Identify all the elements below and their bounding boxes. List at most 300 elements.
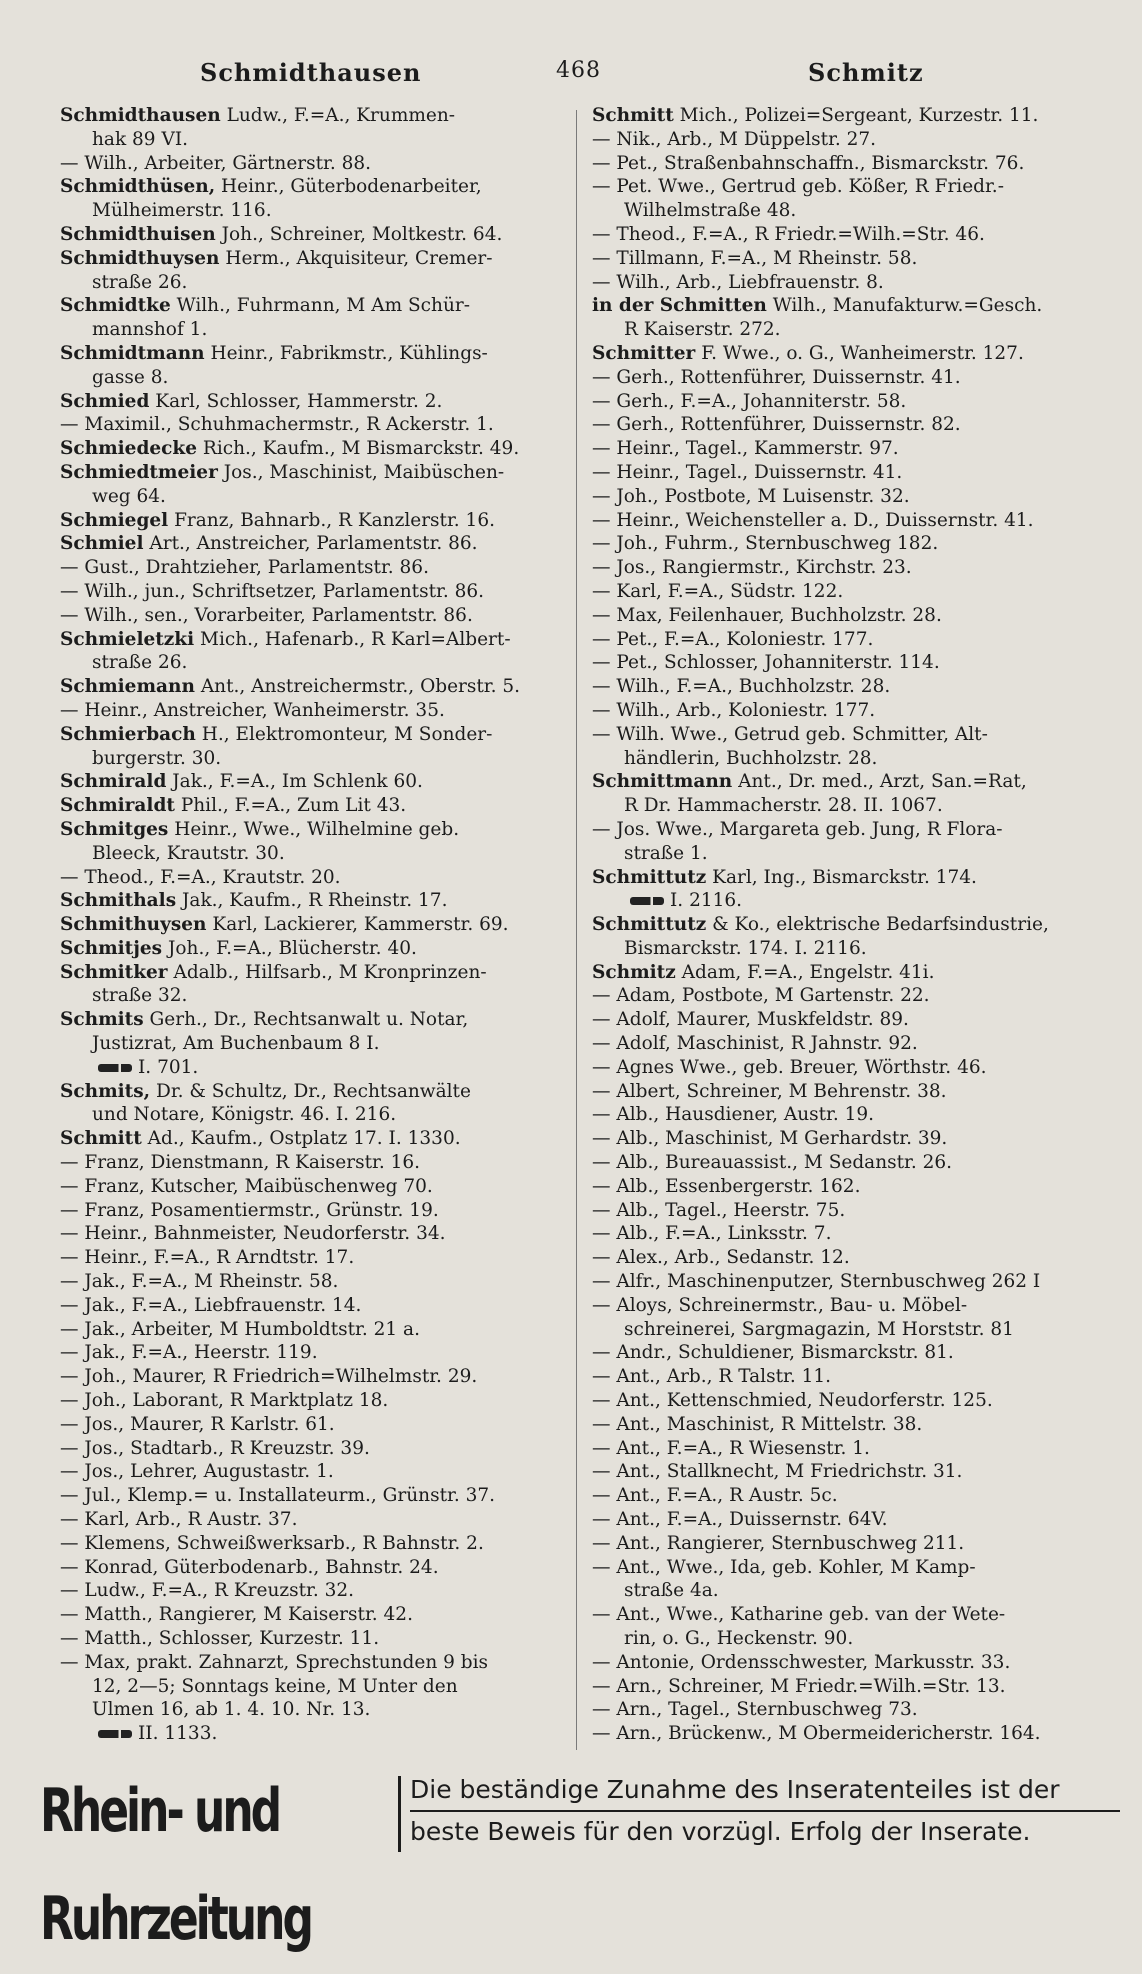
entry-text: — Alb., Maschinist, M Gerhardstr. 39.	[592, 1128, 948, 1150]
directory-entry-line	[60, 509, 560, 533]
entry-text: — Pet., Schlosser, Johanniterstr. 114.	[592, 652, 940, 674]
directory-entry-line	[60, 1675, 560, 1699]
entry-text: Gerh., Dr., Rechtsanwalt u. Notar,	[149, 1009, 469, 1031]
directory-entry-line	[60, 366, 560, 390]
directory-entry-line	[592, 390, 1122, 414]
directory-entry-line	[592, 1175, 1122, 1199]
directory-entry-line	[60, 1080, 560, 1104]
directory-entry-line	[592, 1080, 1122, 1104]
entry-text: — Klemens, Schweißwerksarb., R Bahnstr. 2.	[60, 1532, 484, 1554]
entry-text: — Jak., Arbeiter, M Humboldtstr. 21 a.	[60, 1318, 420, 1340]
directory-entry-line	[592, 247, 1122, 271]
entry-text: — Jos. Wwe., Margareta geb. Jung, R Flora-	[592, 818, 1003, 840]
directory-entry-line	[60, 1627, 560, 1651]
entry-text: Mich., Hafenarb., R Karl=Albert-	[200, 628, 511, 650]
directory-entry-line	[60, 1651, 560, 1675]
entry-surname: Schmitt	[60, 1128, 142, 1150]
directory-entry-line	[60, 842, 560, 866]
entry-text: — Ant., Maschinist, R Mittelstr. 38.	[592, 1413, 923, 1435]
entry-text: Herm., Akquisiteur, Cremer-	[225, 247, 493, 269]
directory-entry-line	[592, 818, 1122, 842]
entry-surname: Schmidthuysen	[60, 247, 220, 269]
directory-entry-line	[60, 984, 560, 1008]
directory-entry-line	[60, 532, 560, 556]
directory-entry-line	[60, 247, 560, 271]
directory-entry-line	[60, 1294, 560, 1318]
directory-entry-line	[60, 152, 560, 176]
directory-entry-line	[592, 913, 1122, 937]
entry-text: Wilh., Manufakturw.=Gesch.	[772, 295, 1043, 317]
directory-entry-line	[60, 556, 560, 580]
directory-entry-line	[592, 794, 1122, 818]
entry-text: 12, 2—5; Sonntags keine, M Unter den	[92, 1675, 458, 1697]
directory-entry-line	[60, 675, 560, 699]
directory-entry-line	[592, 1008, 1122, 1032]
directory-entry-line	[592, 675, 1122, 699]
entry-surname: Schmieletzki	[60, 628, 195, 650]
entry-text: — Alb., Essenbergerstr. 162.	[592, 1175, 861, 1197]
entry-text: — Maximil., Schuhmachermstr., R Ackerstr. 1.	[60, 414, 494, 436]
entry-surname: Schmiedtmeier	[60, 461, 218, 483]
directory-entry-line	[60, 175, 560, 199]
entry-text: — Jak., F.=A., Liebfrauenstr. 14.	[60, 1294, 362, 1316]
directory-entry-line	[592, 1437, 1122, 1461]
column-divider	[576, 110, 577, 1750]
entry-text: — Gerh., Rottenführer, Duissernstr. 41.	[592, 366, 961, 388]
entry-text: — Franz, Dienstmann, R Kaiserstr. 16.	[60, 1152, 421, 1174]
directory-entry-line	[60, 866, 560, 890]
entry-surname: Schmierbach	[60, 723, 196, 745]
header-left-keyword: Schmidthausen	[200, 58, 422, 87]
directory-entry-line	[592, 1698, 1122, 1722]
entry-text: — Heinr., Bahnmeister, Neudorferstr. 34.	[60, 1223, 446, 1245]
entry-text: Adam, F.=A., Engelstr. 41i.	[681, 961, 935, 983]
directory-entry-line	[592, 223, 1122, 247]
entry-text: Jak., Kaufm., R Rheinstr. 17.	[182, 890, 448, 912]
entry-text: — Max, prakt. Zahnarzt, Sprechstunden 9 bis	[60, 1651, 489, 1673]
entry-text: straße 4a.	[624, 1580, 719, 1602]
directory-entry-line	[60, 1722, 560, 1746]
entry-surname: in der Schmitten	[592, 295, 767, 317]
directory-entry-line	[60, 818, 560, 842]
entry-text: Ludw., F.=A., Krummen-	[226, 105, 456, 126]
entry-text: Mülheimerstr. 116.	[92, 200, 272, 222]
entry-text: I. 701.	[138, 1056, 199, 1078]
directory-entry-line	[60, 128, 560, 152]
entry-surname: Schmidtke	[60, 295, 171, 317]
entry-surname: Schmitjes	[60, 937, 163, 959]
entry-text: — Ant., Rangierer, Sternbuschweg 211.	[592, 1532, 965, 1554]
directory-entry-line	[592, 1675, 1122, 1699]
telephone-icon	[98, 1730, 132, 1738]
entry-text: II. 1133.	[138, 1723, 218, 1745]
directory-entry-line	[60, 294, 560, 318]
directory-entry-line	[592, 961, 1122, 985]
entry-text: Wilh., Fuhrmann, M Am Schür-	[176, 295, 470, 317]
entry-text: — Gust., Drahtzieher, Parlamentstr. 86.	[60, 557, 429, 579]
entry-text: straße 1.	[624, 842, 708, 864]
directory-entry-line	[60, 1484, 560, 1508]
directory-entry-line	[60, 1032, 560, 1056]
entry-text: gasse 8.	[92, 366, 169, 388]
directory-entry-line	[592, 1603, 1122, 1627]
entry-text: — Theod., F.=A., R Friedr.=Wilh.=Str. 46.	[592, 223, 985, 245]
directory-entry-line	[60, 1246, 560, 1270]
entry-text: Ad., Kaufm., Ostplatz 17. I. 1330.	[147, 1128, 461, 1150]
directory-entry-line	[60, 1460, 560, 1484]
header-right-keyword: Schmitz	[808, 58, 924, 87]
directory-entry-line	[592, 1246, 1122, 1270]
entry-surname: Schmittutz	[592, 914, 707, 936]
right-column	[592, 104, 1122, 1746]
entry-surname: Schmitges	[60, 818, 169, 840]
directory-entry-line	[592, 842, 1122, 866]
directory-entry-line	[592, 747, 1122, 771]
telephone-icon	[630, 897, 664, 905]
directory-entry-line	[60, 1556, 560, 1580]
entry-text: — Wilh. Wwe., Getrud geb. Schmitter, Alt-	[592, 723, 988, 745]
entry-text: straße 26.	[92, 652, 188, 674]
entry-surname: Schmiedecke	[60, 438, 198, 460]
entry-surname: Schmidtmann	[60, 342, 205, 364]
directory-entry-line	[60, 437, 560, 461]
directory-entry-line	[60, 913, 560, 937]
entry-surname: Schmithuysen	[60, 914, 207, 936]
directory-entry-line	[592, 532, 1122, 556]
entry-text: hak 89 VI.	[92, 128, 189, 150]
directory-entry-line	[592, 770, 1122, 794]
directory-entry-line	[592, 128, 1122, 152]
directory-entry-line	[592, 1341, 1122, 1365]
entry-text: — Jos., Maurer, R Karlstr. 61.	[60, 1413, 335, 1435]
entry-text: — Franz, Kutscher, Maibüschenweg 70.	[60, 1175, 433, 1197]
entry-text: — Heinr., Tagel., Kammerstr. 97.	[592, 438, 899, 460]
entry-text: Jak., F.=A., Im Schlenk 60.	[172, 771, 423, 793]
entry-text: — Max, Feilenhauer, Buchholzstr. 28.	[592, 604, 942, 626]
directory-entry-line	[592, 1365, 1122, 1389]
directory-entry-line	[592, 1032, 1122, 1056]
entry-text: — Jul., Klemp.= u. Installateurm., Grünstr. 37.	[60, 1485, 496, 1507]
directory-entry-line	[592, 1389, 1122, 1413]
entry-text: Dr. & Schultz, Dr., Rechtsanwälte	[155, 1080, 471, 1102]
entry-text: Bleeck, Krautstr. 30.	[92, 842, 285, 864]
directory-entry-line	[592, 651, 1122, 675]
entry-text: weg 64.	[92, 485, 166, 507]
directory-entry-line	[60, 1222, 560, 1246]
entry-text: Ant., Anstreichermstr., Oberstr. 5.	[200, 676, 521, 698]
directory-entry-line	[592, 1556, 1122, 1580]
directory-entry-line	[60, 628, 560, 652]
directory-entry-line	[592, 699, 1122, 723]
directory-entry-line	[592, 1460, 1122, 1484]
directory-entry-line	[592, 271, 1122, 295]
directory-entry-line	[60, 1199, 560, 1223]
directory-entry-line	[60, 651, 560, 675]
entry-text: — Ant., Stallknecht, M Friedrichstr. 31.	[592, 1461, 963, 1483]
entry-text: — Pet. Wwe., Gertrud geb. Kößer, R Friedr.-	[592, 176, 1004, 198]
entry-surname: Schmirald	[60, 771, 167, 793]
entry-text: — Ant., Wwe., Ida, geb. Kohler, M Kamp-	[592, 1556, 976, 1578]
ad-line-1: Die beständige Zunahme des Inseratenteiles ist der	[410, 1770, 1120, 1812]
entry-text: — Pet., Straßenbahnschaffn., Bismarckstr. 76.	[592, 152, 1025, 174]
entry-text: H., Elektromonteur, M Sonder-	[201, 723, 493, 745]
entry-text: Karl, Schlosser, Hammerstr. 2.	[155, 390, 443, 412]
advertisement-banner	[32, 1768, 1122, 1954]
directory-entry-line	[592, 1294, 1122, 1318]
entry-surname: Schmits	[60, 1009, 144, 1031]
directory-entry-line	[592, 580, 1122, 604]
entry-surname: Schmidthausen	[60, 105, 221, 126]
entry-text: — Adam, Postbote, M Gartenstr. 22.	[592, 985, 930, 1007]
entry-surname: Schmiel	[60, 533, 144, 555]
entry-text: burgerstr. 30.	[92, 747, 222, 769]
entry-text: — Pet., F.=A., Koloniestr. 177.	[592, 628, 874, 650]
entry-text: — Alfr., Maschinenputzer, Sternbuschweg 262 I	[592, 1271, 1041, 1293]
directory-entry-line	[592, 413, 1122, 437]
entry-text: — Gerh., Rottenführer, Duissernstr. 82.	[592, 414, 961, 436]
entry-surname: Schmidthüsen,	[60, 176, 216, 198]
directory-entry-line	[60, 1579, 560, 1603]
ad-line-2: beste Beweis für den vorzügl. Erfolg der Inserate.	[410, 1817, 1031, 1846]
directory-entry-line	[592, 723, 1122, 747]
entry-text: — Alb., Bureauassist., M Sedanstr. 26.	[592, 1152, 953, 1174]
entry-text: Justizrat, Am Buchenbaum 8 I.	[92, 1033, 380, 1055]
directory-entry-line	[60, 1318, 560, 1342]
entry-text: und Notare, Königstr. 46. I. 216.	[92, 1104, 397, 1126]
entry-text: & Ko., elektrische Bedarfsindustrie,	[712, 914, 1049, 936]
entry-text: — Joh., Laborant, R Marktplatz 18.	[60, 1390, 389, 1412]
entry-text: — Adolf, Maurer, Muskfeldstr. 89.	[592, 1009, 909, 1031]
entry-surname: Schmidthuisen	[60, 223, 216, 245]
directory-entry-line	[60, 723, 560, 747]
entry-text: — Joh., Postbote, M Luisenstr. 32.	[592, 485, 910, 507]
entry-surname: Schmitter	[592, 342, 696, 364]
directory-entry-line	[592, 628, 1122, 652]
ad-divider	[398, 1776, 401, 1852]
entry-text: — Tillmann, F.=A., M Rheinstr. 58.	[592, 247, 918, 269]
entry-text: R Kaiserstr. 272.	[624, 319, 781, 341]
entry-text: — Jak., F.=A., M Rheinstr. 58.	[60, 1271, 339, 1293]
directory-entry-line	[592, 1270, 1122, 1294]
entry-text: — Heinr., F.=A., R Arndtstr. 17.	[60, 1247, 355, 1269]
entry-surname: Schmithals	[60, 890, 177, 912]
left-column	[60, 104, 560, 1746]
entry-text: — Alb., Tagel., Heerstr. 75.	[592, 1199, 846, 1221]
directory-entry-line	[60, 390, 560, 414]
directory-entry-line	[592, 984, 1122, 1008]
directory-entry-line	[60, 1603, 560, 1627]
directory-entry-line	[592, 1651, 1122, 1675]
entry-text: — Jak., F.=A., Heerstr. 119.	[60, 1342, 318, 1364]
entry-text: — Wilh., F.=A., Buchholzstr. 28.	[592, 676, 891, 698]
directory-entry-line	[60, 342, 560, 366]
entry-text: — Franz, Posamentiermstr., Grünstr. 19.	[60, 1199, 439, 1221]
entry-text: — Heinr., Weichensteller a. D., Duissernstr. 41.	[592, 509, 1034, 531]
directory-entry-line	[592, 1056, 1122, 1080]
entry-text: — Theod., F.=A., Krautstr. 20.	[60, 866, 341, 888]
entry-text: — Karl, Arb., R Austr. 37.	[60, 1509, 298, 1531]
entry-text: Adalb., Hilfsarb., M Kronprinzen-	[173, 961, 487, 983]
entry-text: — Ant., F.=A., Duissernstr. 64V.	[592, 1509, 888, 1531]
directory-entry-line	[592, 1579, 1122, 1603]
directory-entry-line	[592, 937, 1122, 961]
entry-surname: Schmittutz	[592, 866, 707, 888]
directory-entry-line	[60, 1698, 560, 1722]
directory-entry-line	[60, 1341, 560, 1365]
entry-text: Bismarckstr. 174. I. 2116.	[624, 937, 867, 959]
directory-entry-line	[592, 1722, 1122, 1746]
directory-entry-line	[60, 1437, 560, 1461]
entry-surname: Schmitker	[60, 961, 168, 983]
directory-entry-line	[592, 461, 1122, 485]
directory-entry-line	[60, 461, 560, 485]
entry-text: Karl, Lackierer, Kammerstr. 69.	[212, 914, 509, 936]
entry-text: — Wilh., Arb., Koloniestr. 177.	[592, 699, 876, 721]
ad-text	[410, 1770, 1120, 1852]
directory-entry-line	[60, 889, 560, 913]
directory-entry-line	[60, 770, 560, 794]
directory-entry-line	[592, 604, 1122, 628]
directory-entry-line	[592, 104, 1122, 128]
entry-text: — Jos., Stadtarb., R Kreuzstr. 39.	[60, 1437, 370, 1459]
entry-text: — Alb., F.=A., Linksstr. 7.	[592, 1223, 832, 1245]
entry-text: I. 2116.	[670, 890, 743, 912]
directory-entry-line	[592, 1413, 1122, 1437]
directory-entry-line	[60, 271, 560, 295]
entry-text: Franz, Bahnarb., R Kanzlerstr. 16.	[174, 509, 495, 531]
entry-text: — Ant., Arb., R Talstr. 11.	[592, 1366, 832, 1388]
entry-text: Heinr., Güterbodenarbeiter,	[221, 176, 482, 198]
directory-entry-line	[592, 152, 1122, 176]
entry-text: Joh., Schreiner, Moltkestr. 64.	[221, 223, 503, 245]
entry-text: Wilhelmstraße 48.	[624, 200, 797, 222]
newspaper-logo: Rhein- und Ruhrzeitung	[40, 1776, 311, 1954]
entry-text: F. Wwe., o. G., Wanheimerstr. 127.	[701, 342, 1024, 364]
directory-entry-line	[592, 1484, 1122, 1508]
entry-text: — Heinr., Anstreicher, Wanheimerstr. 35.	[60, 699, 445, 721]
entry-text: — Matth., Rangierer, M Kaiserstr. 42.	[60, 1604, 413, 1626]
directory-entry-line	[60, 1008, 560, 1032]
entry-text: — Ant., F.=A., R Wiesenstr. 1.	[592, 1437, 870, 1459]
directory-entry-line	[592, 342, 1122, 366]
directory-entry-line	[592, 1151, 1122, 1175]
entry-text: — Joh., Maurer, R Friedrich=Wilhelmstr. 29.	[60, 1366, 478, 1388]
entry-text: Phil., F.=A., Zum Lit 43.	[180, 795, 407, 817]
entry-text: R Dr. Hammacherstr. 28. II. 1067.	[624, 795, 943, 817]
entry-text: — Jos., Rangiermstr., Kirchstr. 23.	[592, 557, 912, 579]
entry-text: — Gerh., F.=A., Johanniterstr. 58.	[592, 390, 907, 412]
directory-entry-line	[60, 1389, 560, 1413]
directory-entry-line	[592, 1318, 1122, 1342]
entry-surname: Schmitz	[592, 961, 676, 983]
entry-text: — Ant., Kettenschmied, Neudorferstr. 125.	[592, 1390, 993, 1412]
entry-text: — Heinr., Tagel., Duissernstr. 41.	[592, 461, 903, 483]
entry-text: Joh., F.=A., Blücherstr. 40.	[168, 937, 417, 959]
directory-entry-line	[592, 866, 1122, 890]
page-number: 468	[556, 58, 601, 83]
entry-text: — Ludw., F.=A., R Kreuzstr. 32.	[60, 1580, 355, 1602]
entry-text: mannshof 1.	[92, 319, 208, 341]
entry-text: — Alb., Hausdiener, Austr. 19.	[592, 1104, 875, 1126]
directory-entry-line	[60, 1103, 560, 1127]
directory-entry-line	[592, 556, 1122, 580]
directory-entry-line	[60, 318, 560, 342]
directory-entry-line	[60, 1270, 560, 1294]
directory-entry-line	[592, 1627, 1122, 1651]
directory-entry-line	[592, 437, 1122, 461]
directory-entry-line	[60, 961, 560, 985]
directory-entry-line	[592, 175, 1122, 199]
entry-text: — Antonie, Ordensschwester, Markusstr. 33.	[592, 1651, 1011, 1673]
entry-text: Jos., Maschinist, Maibüschen-	[223, 461, 505, 483]
entry-text: Mich., Polizei=Sergeant, Kurzestr. 11.	[679, 105, 1039, 126]
directory-entry-line	[592, 1222, 1122, 1246]
directory-entry-line	[60, 747, 560, 771]
entry-text: — Wilh., jun., Schriftsetzer, Parlamentstr. 86.	[60, 580, 485, 602]
entry-text: straße 26.	[92, 271, 188, 293]
entry-text: — Wilh., Arbeiter, Gärtnerstr. 88.	[60, 152, 372, 174]
telephone-icon	[98, 1064, 132, 1072]
entry-text: Heinr., Fabrikmstr., Kühlings-	[210, 342, 488, 364]
directory-entry-line	[60, 1413, 560, 1437]
entry-surname: Schmits,	[60, 1080, 151, 1102]
directory-entry-line	[592, 1532, 1122, 1556]
entry-text: — Karl, F.=A., Südstr. 122.	[592, 580, 844, 602]
directory-entry-line	[60, 794, 560, 818]
directory-entry-line	[60, 1056, 560, 1080]
entry-text: — Agnes Wwe., geb. Breuer, Wörthstr. 46.	[592, 1056, 987, 1078]
directory-entry-line	[592, 509, 1122, 533]
entry-text: Heinr., Wwe., Wilhelmine geb.	[174, 818, 460, 840]
directory-entry-line	[592, 1103, 1122, 1127]
directory-entry-line	[592, 199, 1122, 223]
entry-text: rin, o. G., Heckenstr. 90.	[624, 1628, 854, 1649]
directory-entry-line	[60, 485, 560, 509]
directory-entry-line	[60, 223, 560, 247]
entry-text: Karl, Ing., Bismarckstr. 174.	[712, 866, 977, 888]
entry-text: — Alex., Arb., Sedanstr. 12.	[592, 1247, 850, 1269]
directory-entry-line	[592, 485, 1122, 509]
directory-entry-line	[592, 1508, 1122, 1532]
entry-surname: Schmiemann	[60, 676, 195, 698]
entry-text: Art., Anstreicher, Parlamentstr. 86.	[149, 533, 478, 555]
entry-text: straße 32.	[92, 985, 188, 1007]
directory-entry-line	[60, 1175, 560, 1199]
directory-entry-line	[592, 1199, 1122, 1223]
entry-surname: Schmittmann	[592, 771, 733, 793]
directory-entry-line	[60, 1365, 560, 1389]
entry-text: — Wilh., Arb., Liebfrauenstr. 8.	[592, 271, 884, 293]
entry-text: — Adolf, Maschinist, R Jahnstr. 92.	[592, 1033, 918, 1055]
entry-text: — Ant., F.=A., R Austr. 5c.	[592, 1485, 838, 1507]
entry-surname: Schmied	[60, 390, 150, 412]
entry-text: — Joh., Fuhrm., Sternbuschweg 182.	[592, 533, 939, 555]
directory-entry-line	[60, 1508, 560, 1532]
entry-text: — Arn., Tagel., Sternbuschweg 73.	[592, 1699, 918, 1721]
directory-entry-line	[592, 889, 1122, 913]
directory-entry-line	[592, 294, 1122, 318]
directory-entry-line	[60, 604, 560, 628]
directory-entry-line	[592, 366, 1122, 390]
entry-text: — Nik., Arb., M Düppelstr. 27.	[592, 128, 877, 150]
entry-text: — Arn., Schreiner, M Friedr.=Wilh.=Str. 13.	[592, 1675, 1006, 1697]
entry-text: händlerin, Buchholzstr. 28.	[624, 747, 878, 769]
entry-text: — Andr., Schuldiener, Bismarckstr. 81.	[592, 1342, 954, 1364]
directory-entry-line	[60, 199, 560, 223]
entry-text: — Wilh., sen., Vorarbeiter, Parlamentstr. 86.	[60, 604, 473, 626]
entry-text: — Ant., Wwe., Katharine geb. van der Wete-	[592, 1604, 1006, 1626]
entry-surname: Schmitt	[592, 105, 674, 126]
